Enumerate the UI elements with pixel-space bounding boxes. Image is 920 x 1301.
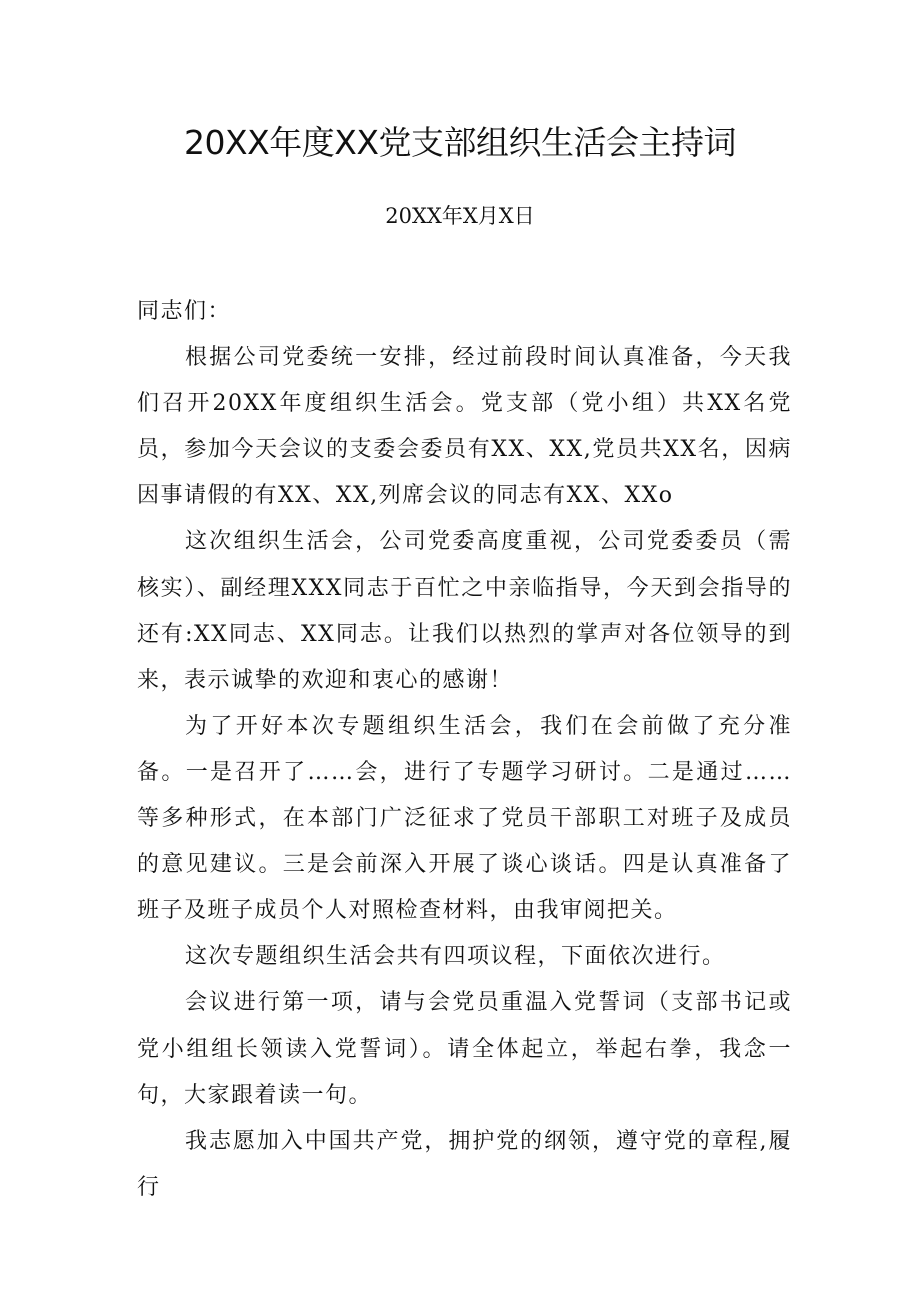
document-body [137, 289, 792, 1211]
paragraph-oath-text: 我志愿加入中国共产党，拥护党的纲领，遵守党的章程,履行 [137, 1128, 792, 1200]
document-title: 20XX年度XX党支部组织生活会主持词 [184, 123, 736, 162]
paragraph-attendance: 根据公司党委统一安排，经过前段时间认真准备，今天我们召开20XX年度组织生活会。党支部（党小组）共XX名党员，参加今天会议的支委会委员有XX、XX,党员共XX名，因病因事请假的有XX、XX,列席会议的同志有XX、XXo [137, 345, 792, 509]
document-date: 20XX年X月X日 [385, 204, 535, 228]
paragraph-agenda: 这次专题组织生活会共有四项议程，下面依次进行。 [185, 944, 726, 970]
salutation: 同志们： [137, 299, 232, 324]
paragraph-welcome: 这次组织生活会，公司党委高度重视，公司党委委员（需核实）、副经理XXX同志于百忙之中亲临指导，今天到会指导的还有:XX同志、XX同志。让我们以热烈的掌声对各位领导的到来，表示诚挚的欢迎和衷心的感谢！ [137, 529, 792, 693]
paragraph-oath-intro: 会议进行第一项，请与会党员重温入党誓词（支部书记或党小组组长领读入党誓词）。请全体起立，举起右拳，我念一句，大家跟着读一句。 [137, 990, 792, 1108]
paragraph-preparation: 为了开好本次专题组织生活会，我们在会前做了充分准备。一是召开了……会，进行了专题学习研讨。二是通过……等多种形式，在本部门广泛征求了党员干部职工对班子及成员的意见建议。三是会前深入开展了谈心谈话。四是认真准备了班子及班子成员个人对照检查材料，由我审阅把关。 [137, 713, 792, 924]
